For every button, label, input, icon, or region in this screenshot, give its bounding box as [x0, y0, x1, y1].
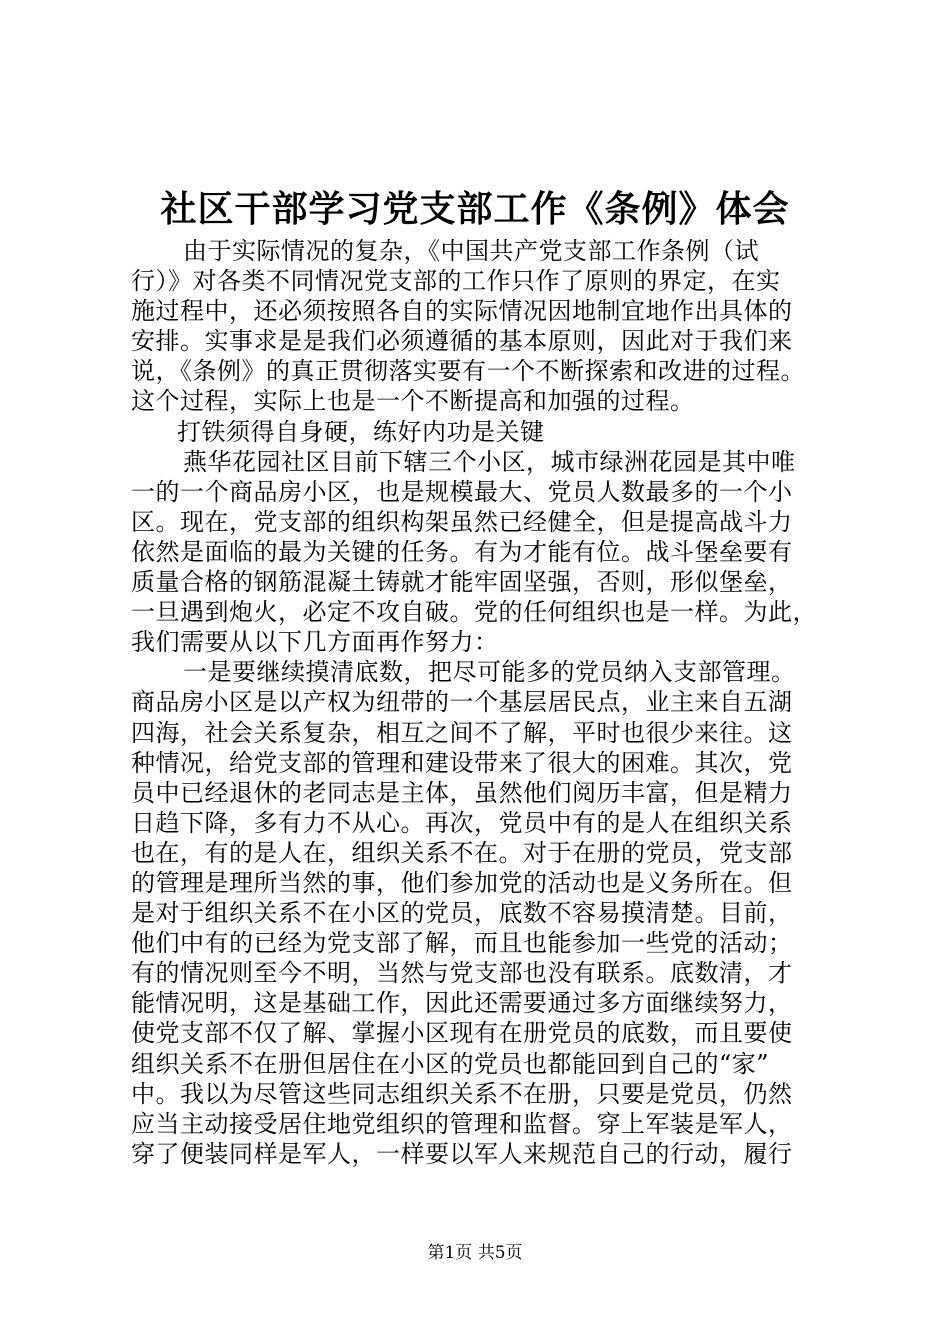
text-line: 依然是面临的最为关键的任务。有为才能有位。战斗堡垒要有 — [131, 537, 793, 566]
text-line: 行）》对各类不同情况党支部的工作只作了原则的界定，在实 — [131, 267, 781, 296]
text-line: 能情况明，这是基础工作，因此还需要通过多方面继续努力， — [131, 989, 793, 1018]
text-line: 质量合格的钢筋混凝土铸就才能牢固坚强，否则，形似堡垒， — [131, 568, 793, 597]
text-line: 我们需要从以下几方面再作努力： — [131, 628, 499, 657]
text-line: 有的情况则至今不明，当然与党支部也没有联系。底数清，才 — [131, 959, 793, 988]
text-line: 使党支部不仅了解、掌握小区现有在册党员的底数，而且要使 — [131, 1019, 793, 1048]
text-line: 施过程中，还必须按照各自的实际情况因地制宜地作出具体的 — [131, 297, 793, 326]
text-line: 区。现在，党支部的组织构架虽然已经健全，但是提高战斗力 — [131, 507, 793, 536]
text-line: 一旦遇到炮火，必定不攻自破。党的任何组织也是一样。为此， — [131, 598, 817, 627]
text-line: 应当主动接受居住地党组织的管理和监督。穿上军装是军人， — [131, 1109, 793, 1138]
text-line: 安排。实事求是是我们必须遵循的基本原则，因此对于我们来 — [131, 327, 793, 356]
text-line: 组织关系不在册但居住在小区的党员也都能回到自己的“家” — [131, 1049, 770, 1078]
text-line: 说，《条例》的真正贯彻落实要有一个不断探索和改进的过程。 — [131, 357, 805, 386]
text-line: 商品房小区是以产权为纽带的一个基层居民点，业主来自五湖 — [131, 688, 793, 717]
text-line: 种情况，给党支部的管理和建设带来了很大的困难。其次，党 — [131, 748, 793, 777]
document-body — [131, 236, 821, 1169]
page-number-footer: 第1页 共5页 — [427, 1243, 523, 1263]
section-heading: 打铁须得自身硬，练好内功是关键 — [177, 417, 545, 446]
text-line: 燕华花园社区目前下辖三个小区，城市绿洲花园是其中唯 — [183, 447, 796, 476]
text-line: 员中已经退休的老同志是主体，虽然他们阅历丰富，但是精力 — [131, 778, 793, 807]
text-line: 的管理是理所当然的事，他们参加党的活动也是义务所在。但 — [131, 868, 793, 897]
text-line: 由于实际情况的复杂，《中国共产党支部工作条例（试 — [183, 237, 759, 265]
text-line: 日趋下降，多有力不从心。再次，党员中有的是人在组织关系 — [131, 808, 793, 837]
text-line: 一是要继续摸清底数，把尽可能多的党员纳入支部管理。 — [183, 658, 796, 687]
text-line: 穿了便装同样是军人，一样要以军人来规范自己的行动，履行 — [131, 1139, 793, 1168]
document-title: 社区干部学习党支部工作《条例》体会 — [160, 188, 790, 230]
text-line: 一的一个商品房小区，也是规模最大、党员人数最多的一个小 — [131, 477, 793, 506]
text-line: 这个过程，实际上也是一个不断提高和加强的过程。 — [131, 387, 695, 416]
text-line: 也在，有的是人在，组织关系不在。对于在册的党员，党支部 — [131, 838, 793, 867]
text-line: 中。我以为尽管这些同志组织关系不在册，只要是党员，仍然 — [131, 1079, 793, 1108]
text-line: 四海，社会关系复杂，相互之间不了解，平时也很少来往。这 — [131, 718, 793, 747]
text-line: 是对于组织关系不在小区的党员，底数不容易摸清楚。目前， — [131, 899, 793, 928]
text-line: 他们中有的已经为党支部了解，而且也能参加一些党的活动； — [131, 929, 793, 958]
